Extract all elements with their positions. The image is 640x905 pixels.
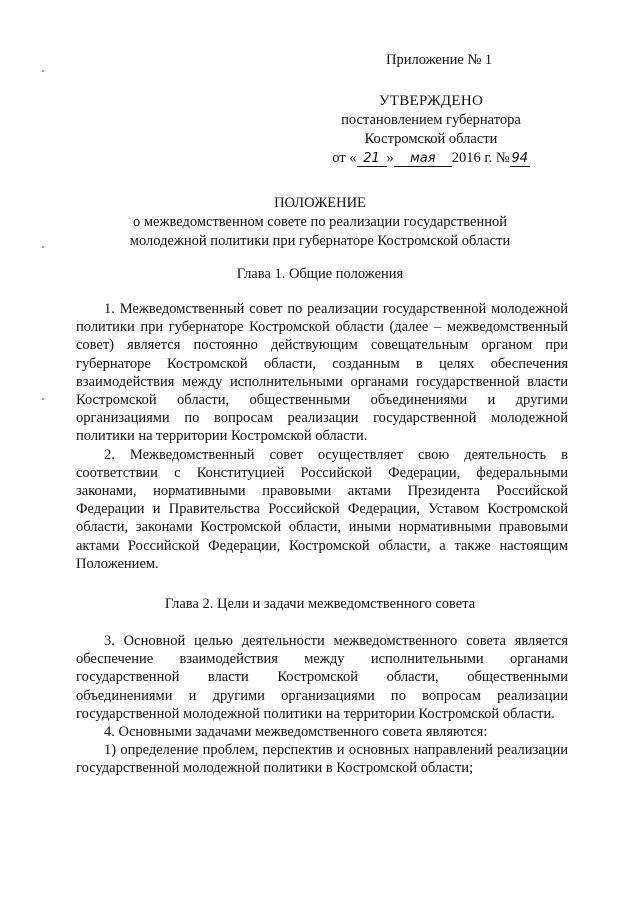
scan-speck: [42, 70, 44, 72]
paragraph-4: 4. Основными задачами межведомственного совета являются:: [104, 724, 488, 741]
scan-speck: [42, 246, 44, 248]
paragraph-2: 2. Межведомственный совет осуществляет свою деятельность в соответствии с Конституцией Российской Федерации, федеральными законами, нормативными правовыми актами Президента Российской Федерации и Правительства Российской Федерации, Уставом Костромской области, законами Костромской области, иными нормативными правовыми актами Российской Федерации, Костромской области, а также настоящим Положением.: [76, 446, 568, 572]
approval-line-2: Костромской области: [364, 131, 498, 147]
document-title-block: [80, 194, 560, 251]
date-number: 94: [511, 151, 529, 166]
chapter-1-heading: Глава 1. Общие положения: [236, 266, 404, 282]
date-month: мая: [394, 151, 452, 167]
approval-block: [316, 92, 546, 168]
date-prefix: от «: [332, 150, 357, 166]
approval-line-1: постановлением губернатора: [341, 112, 521, 128]
chapter-2-text: [76, 632, 568, 778]
list-item-1: 1) определение проблем, перспектив и основных направлений реализации государственной молодежной политики в Костромской области;: [76, 742, 568, 777]
paragraph-3: 3. Основной целью деятельности межведомственного совета является обеспечение взаимодействия между исполнительными органами государственной власти Костромской области, общественными объединениями и другими организациями по вопросам реализации государственной молодежной политики на территории Костромской области.: [76, 633, 568, 722]
approved-label: УТВЕРЖДЕНО: [378, 93, 484, 109]
appendix-label: Приложение № 1: [386, 52, 493, 68]
date-mid: »: [386, 150, 394, 166]
date-year: 2016 г. №: [451, 150, 510, 166]
document-subtitle-1: о межведомственном совете по реализации государственной: [132, 214, 508, 230]
chapter-1-text: [76, 300, 568, 573]
approval-date-line: [316, 149, 546, 168]
document-title: ПОЛОЖЕНИЕ: [274, 195, 366, 211]
date-day: 21: [357, 151, 387, 167]
paragraph-1: 1. Межведомственный совет по реализации государственной молодежной политики при губернаторе Костромской области (далее – межведомственный совет) является постоянно действующим совещательным органом при губернаторе Костромской области, созданным в целях обеспечения взаимодействия между исполнительными органами государственной власти Костромской области, общественными объединениями и другими организациями по вопросам реализации государственной молодежной политики на территории Костромской области.: [76, 301, 568, 445]
scan-speck: [42, 398, 44, 400]
chapter-2-heading: Глава 2. Цели и задачи межведомственного совета: [164, 596, 476, 612]
document-subtitle-2: молодежной политики при губернаторе Костромской области: [129, 233, 511, 249]
